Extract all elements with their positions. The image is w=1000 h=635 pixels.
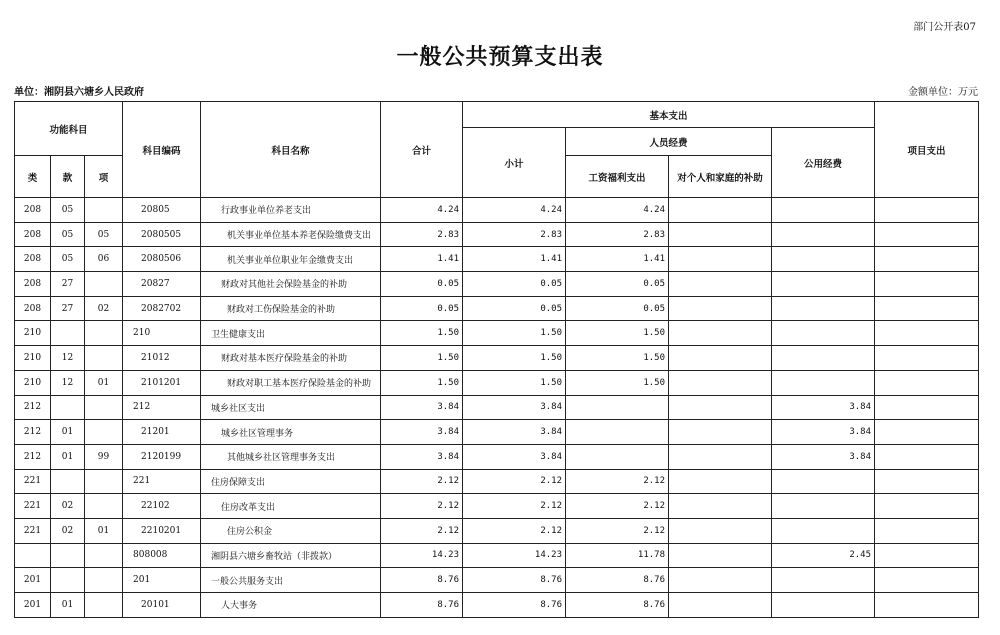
table-row	[15, 346, 979, 371]
cell-subtotal: 1.41	[463, 247, 566, 272]
cell-code: 808008	[123, 543, 201, 568]
table-row	[15, 222, 979, 247]
cell-name: 财政对职工基本医疗保险基金的补助	[201, 370, 381, 395]
cell-lei: 201	[15, 568, 51, 593]
cell-project	[875, 469, 979, 494]
cell-wages: 1.50	[566, 321, 669, 346]
cell-kuan: 05	[51, 247, 85, 272]
table-row	[15, 395, 979, 420]
cell-lei: 210	[15, 321, 51, 346]
cell-name: 财政对其他社会保险基金的补助	[201, 272, 381, 297]
cell-kuan	[51, 568, 85, 593]
cell-wages: 8.76	[566, 593, 669, 618]
cell-total: 2.12	[381, 518, 463, 543]
cell-subtotal: 2.12	[463, 518, 566, 543]
cell-kuan: 05	[51, 198, 85, 223]
cell-name: 一般公共服务支出	[201, 568, 381, 593]
table-row	[15, 469, 979, 494]
table-row	[15, 370, 979, 395]
cell-kuan: 01	[51, 593, 85, 618]
cell-wages: 0.05	[566, 296, 669, 321]
cell-xiang: 99	[85, 444, 123, 469]
cell-total: 1.50	[381, 370, 463, 395]
cell-project	[875, 420, 979, 445]
table-row	[15, 568, 979, 593]
cell-lei: 212	[15, 395, 51, 420]
cell-public	[772, 568, 875, 593]
cell-subsidy	[669, 543, 772, 568]
cell-total: 2.12	[381, 494, 463, 519]
cell-code: 21201	[123, 420, 201, 445]
cell-subtotal: 8.76	[463, 593, 566, 618]
cell-name: 住房公积金	[201, 518, 381, 543]
cell-kuan: 27	[51, 296, 85, 321]
cell-lei: 208	[15, 272, 51, 297]
cell-kuan: 05	[51, 222, 85, 247]
cell-subsidy	[669, 247, 772, 272]
cell-project	[875, 321, 979, 346]
cell-project	[875, 444, 979, 469]
cell-total: 1.50	[381, 346, 463, 371]
cell-code: 210	[123, 321, 201, 346]
cell-lei	[15, 543, 51, 568]
cell-wages: 1.41	[566, 247, 669, 272]
cell-total: 0.05	[381, 296, 463, 321]
cell-kuan: 01	[51, 420, 85, 445]
cell-project	[875, 198, 979, 223]
cell-wages: 0.05	[566, 272, 669, 297]
cell-wages: 2.12	[566, 518, 669, 543]
cell-xiang: 01	[85, 518, 123, 543]
cell-subtotal: 2.83	[463, 222, 566, 247]
table-number-label: 部门公开表07	[913, 22, 976, 33]
table-row	[15, 420, 979, 445]
cell-total: 3.84	[381, 395, 463, 420]
cell-subtotal: 14.23	[463, 543, 566, 568]
cell-subsidy	[669, 370, 772, 395]
cell-subtotal: 2.12	[463, 494, 566, 519]
cell-total: 1.50	[381, 321, 463, 346]
cell-public	[772, 370, 875, 395]
cell-subsidy	[669, 420, 772, 445]
cell-public	[772, 593, 875, 618]
cell-name: 财政对基本医疗保险基金的补助	[201, 346, 381, 371]
cell-lei: 210	[15, 370, 51, 395]
cell-code: 2120199	[123, 444, 201, 469]
cell-xiang	[85, 321, 123, 346]
cell-public	[772, 346, 875, 371]
cell-subtotal: 0.05	[463, 296, 566, 321]
cell-subtotal: 0.05	[463, 272, 566, 297]
cell-lei: 210	[15, 346, 51, 371]
cell-lei: 201	[15, 593, 51, 618]
cell-wages	[566, 395, 669, 420]
cell-code: 20827	[123, 272, 201, 297]
cell-subtotal: 1.50	[463, 321, 566, 346]
table-row	[15, 296, 979, 321]
cell-subsidy	[669, 198, 772, 223]
cell-wages: 2.12	[566, 494, 669, 519]
cell-wages: 2.12	[566, 469, 669, 494]
cell-code: 2101201	[123, 370, 201, 395]
cell-project	[875, 247, 979, 272]
cell-lei: 212	[15, 444, 51, 469]
cell-xiang	[85, 568, 123, 593]
table-row	[15, 198, 979, 223]
cell-xiang	[85, 593, 123, 618]
header-wages: 工资福利支出	[566, 156, 669, 198]
cell-name: 湘阴县六塘乡畜牧站（非拨款）	[201, 543, 381, 568]
cell-code: 2080505	[123, 222, 201, 247]
cell-code: 20805	[123, 198, 201, 223]
cell-wages: 8.76	[566, 568, 669, 593]
cell-public	[772, 247, 875, 272]
cell-lei: 208	[15, 247, 51, 272]
cell-public	[772, 222, 875, 247]
cell-wages: 2.83	[566, 222, 669, 247]
cell-subtotal: 2.12	[463, 469, 566, 494]
cell-kuan: 12	[51, 370, 85, 395]
cell-project	[875, 272, 979, 297]
cell-code: 2082702	[123, 296, 201, 321]
table-row	[15, 444, 979, 469]
cell-lei: 221	[15, 518, 51, 543]
cell-lei: 208	[15, 296, 51, 321]
cell-total: 8.76	[381, 568, 463, 593]
cell-code: 21012	[123, 346, 201, 371]
table-row	[15, 543, 979, 568]
cell-name: 卫生健康支出	[201, 321, 381, 346]
cell-project	[875, 370, 979, 395]
header-basic: 基本支出	[463, 102, 875, 128]
cell-public	[772, 494, 875, 519]
table-row	[15, 494, 979, 519]
cell-kuan: 12	[51, 346, 85, 371]
cell-xiang	[85, 494, 123, 519]
cell-subsidy	[669, 593, 772, 618]
cell-xiang	[85, 198, 123, 223]
cell-subtotal: 1.50	[463, 346, 566, 371]
cell-lei: 208	[15, 222, 51, 247]
cell-total: 2.12	[381, 469, 463, 494]
cell-project	[875, 593, 979, 618]
cell-public	[772, 272, 875, 297]
cell-project	[875, 222, 979, 247]
cell-total: 3.84	[381, 420, 463, 445]
cell-project	[875, 518, 979, 543]
cell-name: 城乡社区支出	[201, 395, 381, 420]
cell-name: 住房改革支出	[201, 494, 381, 519]
cell-wages	[566, 444, 669, 469]
cell-xiang	[85, 272, 123, 297]
cell-wages: 1.50	[566, 346, 669, 371]
cell-xiang	[85, 346, 123, 371]
cell-public: 3.84	[772, 444, 875, 469]
cell-name: 行政事业单位养老支出	[201, 198, 381, 223]
cell-project	[875, 494, 979, 519]
budget-table	[14, 101, 979, 618]
cell-subsidy	[669, 469, 772, 494]
header-project: 项目支出	[875, 102, 979, 198]
cell-subsidy	[669, 518, 772, 543]
cell-public	[772, 518, 875, 543]
cell-subsidy	[669, 395, 772, 420]
cell-name: 机关事业单位职业年金缴费支出	[201, 247, 381, 272]
table-row	[15, 247, 979, 272]
cell-wages: 1.50	[566, 370, 669, 395]
header-personnel: 人员经费	[566, 128, 772, 156]
cell-total: 4.24	[381, 198, 463, 223]
cell-xiang: 01	[85, 370, 123, 395]
table-row	[15, 272, 979, 297]
cell-subsidy	[669, 321, 772, 346]
cell-total: 3.84	[381, 444, 463, 469]
cell-lei: 212	[15, 420, 51, 445]
cell-public: 3.84	[772, 395, 875, 420]
cell-public	[772, 321, 875, 346]
cell-public	[772, 296, 875, 321]
cell-total: 0.05	[381, 272, 463, 297]
cell-kuan: 02	[51, 494, 85, 519]
cell-name: 其他城乡社区管理事务支出	[201, 444, 381, 469]
table-row	[15, 518, 979, 543]
cell-wages	[566, 420, 669, 445]
cell-kuan: 01	[51, 444, 85, 469]
cell-kuan	[51, 469, 85, 494]
cell-kuan	[51, 395, 85, 420]
cell-subtotal: 1.50	[463, 370, 566, 395]
cell-project	[875, 395, 979, 420]
cell-public: 3.84	[772, 420, 875, 445]
cell-wages: 11.78	[566, 543, 669, 568]
header-code: 科目编码	[123, 102, 201, 198]
cell-lei: 221	[15, 494, 51, 519]
cell-total: 8.76	[381, 593, 463, 618]
cell-subtotal: 3.84	[463, 420, 566, 445]
cell-project	[875, 568, 979, 593]
cell-project	[875, 543, 979, 568]
cell-kuan	[51, 543, 85, 568]
cell-code: 2210201	[123, 518, 201, 543]
cell-subsidy	[669, 494, 772, 519]
header-xiang: 项	[85, 156, 123, 198]
cell-project	[875, 296, 979, 321]
cell-subsidy	[669, 444, 772, 469]
cell-kuan: 27	[51, 272, 85, 297]
cell-code: 221	[123, 469, 201, 494]
cell-xiang	[85, 420, 123, 445]
cell-xiang	[85, 395, 123, 420]
cell-wages: 4.24	[566, 198, 669, 223]
cell-subsidy	[669, 346, 772, 371]
cell-xiang: 05	[85, 222, 123, 247]
header-lei: 类	[15, 156, 51, 198]
cell-total: 14.23	[381, 543, 463, 568]
cell-name: 城乡社区管理事务	[201, 420, 381, 445]
cell-name: 机关事业单位基本养老保险缴费支出	[201, 222, 381, 247]
cell-subtotal: 3.84	[463, 395, 566, 420]
table-row	[15, 321, 979, 346]
cell-subsidy	[669, 272, 772, 297]
cell-xiang	[85, 469, 123, 494]
cell-lei: 221	[15, 469, 51, 494]
table-body	[15, 198, 979, 618]
cell-code: 2080506	[123, 247, 201, 272]
header-total: 合计	[381, 102, 463, 198]
page-title: 一般公共预算支出表	[396, 44, 604, 70]
cell-code: 20101	[123, 593, 201, 618]
cell-xiang	[85, 543, 123, 568]
cell-kuan: 02	[51, 518, 85, 543]
cell-code: 22102	[123, 494, 201, 519]
cell-subtotal: 8.76	[463, 568, 566, 593]
header-subsidy: 对个人和家庭的补助	[669, 156, 772, 198]
cell-public: 2.45	[772, 543, 875, 568]
header-subtotal: 小计	[463, 128, 566, 198]
cell-project	[875, 346, 979, 371]
cell-total: 2.83	[381, 222, 463, 247]
amount-unit-label: 金额单位：万元	[908, 87, 978, 98]
cell-subsidy	[669, 296, 772, 321]
cell-subsidy	[669, 568, 772, 593]
header-func-subject: 功能科目	[15, 102, 123, 156]
cell-subtotal: 4.24	[463, 198, 566, 223]
cell-total: 1.41	[381, 247, 463, 272]
cell-public	[772, 198, 875, 223]
unit-label: 单位：湘阴县六塘乡人民政府	[14, 87, 144, 98]
cell-name: 人大事务	[201, 593, 381, 618]
header-name: 科目名称	[201, 102, 381, 198]
cell-lei: 208	[15, 198, 51, 223]
cell-public	[772, 469, 875, 494]
cell-name: 财政对工伤保险基金的补助	[201, 296, 381, 321]
table-row	[15, 593, 979, 618]
cell-subsidy	[669, 222, 772, 247]
cell-xiang: 06	[85, 247, 123, 272]
cell-code: 212	[123, 395, 201, 420]
header-kuan: 款	[51, 156, 85, 198]
cell-kuan	[51, 321, 85, 346]
cell-subtotal: 3.84	[463, 444, 566, 469]
header-public: 公用经费	[772, 128, 875, 198]
cell-xiang: 02	[85, 296, 123, 321]
cell-name: 住房保障支出	[201, 469, 381, 494]
cell-code: 201	[123, 568, 201, 593]
